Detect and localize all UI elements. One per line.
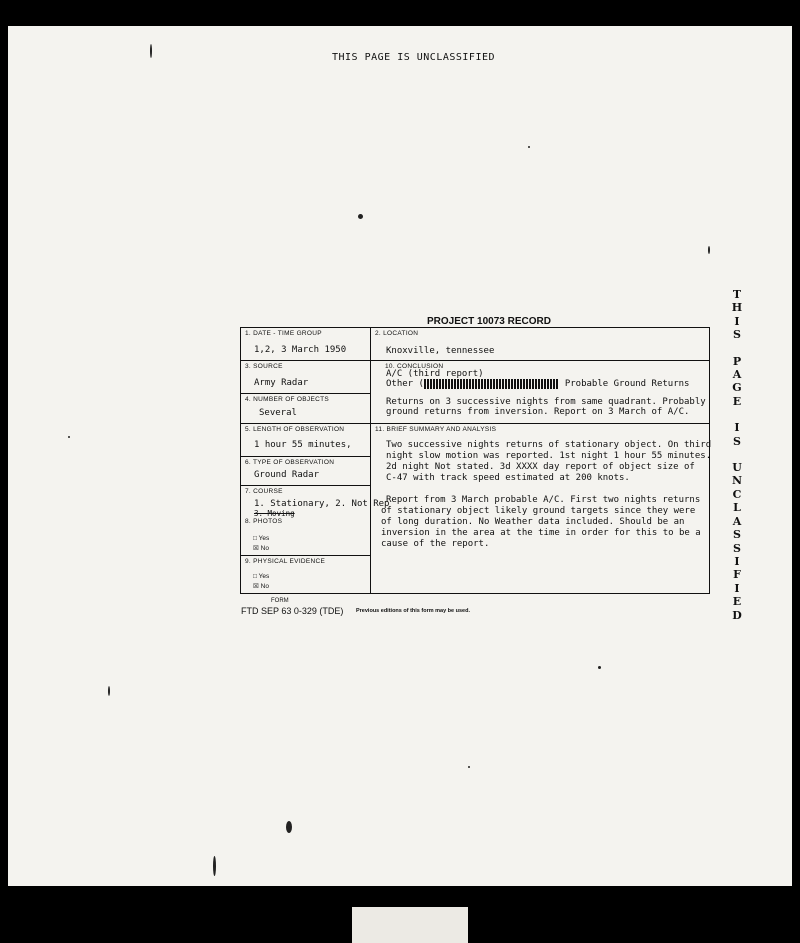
side-label-letter: C [732, 487, 742, 501]
film-speck [468, 766, 470, 768]
photos-label: 8. PHOTOS [245, 518, 283, 525]
conclusion-field [371, 361, 709, 424]
record-form [240, 327, 710, 594]
conclusion-other-prefix: Other ( [386, 379, 424, 389]
side-label-letter [728, 342, 746, 355]
summary-label: 11. BRIEF SUMMARY AND ANALYSIS [375, 426, 497, 433]
side-label-letter: I [734, 314, 740, 328]
date-time-field [241, 328, 370, 361]
date-time-label: 1. DATE - TIME GROUP [245, 330, 322, 337]
side-label-letter: N [731, 474, 743, 488]
conclusion-line3: Returns on 3 successive nights from same quadrant. Probably [386, 397, 706, 407]
side-label-letter: T [732, 288, 742, 301]
film-speck [528, 146, 530, 148]
summary-line: Two successive nights returns of stationary object. On third [386, 440, 712, 450]
photos-no-option: ☒ No [253, 545, 269, 552]
film-speck [150, 44, 152, 58]
photos-yes-label: Yes [258, 535, 270, 542]
classification-side-label [728, 288, 746, 622]
length-observation-field [241, 424, 370, 457]
photos-yes-option: □ Yes [253, 535, 270, 542]
physical-evidence-field [241, 556, 370, 593]
course-label: 7. COURSE [245, 488, 283, 495]
conclusion-label: 10. CONCLUSION [385, 363, 444, 370]
film-speck [598, 666, 601, 669]
course-field [241, 486, 390, 518]
side-label-letter: I [734, 554, 740, 568]
evidence-no-label: No [260, 583, 269, 590]
number-objects-value: Several [259, 408, 297, 418]
side-label-letter: P [732, 354, 742, 368]
number-objects-field [241, 394, 370, 424]
location-field [371, 328, 709, 361]
film-speck [358, 214, 363, 219]
source-field [241, 361, 370, 394]
summary-field [371, 424, 712, 593]
next-frame-strip [352, 907, 468, 943]
number-objects-label: 4. NUMBER OF OBJECTS [245, 396, 330, 403]
side-label-letter [728, 448, 746, 461]
evidence-yes-option: □ Yes [253, 573, 270, 580]
side-label-letter: S [733, 541, 741, 555]
location-value: Knoxville, tennessee [386, 346, 495, 356]
conclusion-other-suffix [559, 379, 689, 389]
side-label-letter [728, 408, 746, 421]
side-label-letter: F [733, 568, 741, 582]
side-label-letter: G [732, 381, 742, 395]
form-word: FORM [271, 598, 289, 604]
side-label-letter: H [731, 301, 743, 315]
summary-line: cause of the report. [381, 539, 490, 549]
right-column [371, 328, 712, 593]
form-number: FTD SEP 63 0-329 (TDE) [241, 606, 344, 616]
side-label-letter: I [734, 421, 740, 435]
side-label-letter: L [733, 501, 741, 515]
type-observation-field [241, 457, 370, 486]
source-value: Army Radar [254, 378, 309, 388]
form-title: PROJECT 10073 RECORD [427, 316, 551, 327]
side-label-letter: S [733, 528, 741, 542]
course-value-line1: 1. Stationary, 2. Not Rep [254, 499, 390, 509]
side-label-letter: S [733, 328, 741, 342]
type-observation-value: Ground Radar [254, 470, 320, 480]
film-speck [68, 436, 70, 438]
summary-line: of long duration. No Weather data included. Should be an [381, 517, 685, 527]
conclusion-line4: ground returns from inversion. Report on 3 March of A/C. [386, 407, 690, 417]
evidence-no-option: ☒ No [253, 583, 269, 590]
film-speck [108, 686, 110, 696]
length-observation-value: 1 hour 55 minutes, [254, 440, 352, 450]
conclusion-line1: A/C (third report) [386, 369, 484, 379]
left-column [241, 328, 390, 593]
date-time-value: 1,2, 3 March 1950 [254, 345, 347, 355]
location-label: 2. LOCATION [375, 330, 419, 337]
summary-line: 2d night Not stated. 3d XXXX day report of object size of [386, 462, 695, 472]
side-label-letter: D [732, 608, 742, 622]
side-label-letter: U [732, 461, 742, 475]
summary-line: C-47 with track speed estimated at 200 knots. [386, 473, 630, 483]
source-label: 3. SOURCE [245, 363, 283, 370]
redacted-text [424, 379, 559, 389]
photos-field [241, 516, 370, 556]
conclusion-line2 [386, 379, 689, 389]
film-speck [286, 821, 292, 833]
summary-line: night slow motion was reported. 1st night 1 hour 55 minutes. [386, 451, 712, 461]
film-speck [213, 856, 216, 876]
length-observation-label: 5. LENGTH OF OBSERVATION [245, 426, 345, 433]
summary-line: of stationary object likely ground targets since they were [381, 506, 696, 516]
film-speck [708, 246, 710, 254]
side-label-letter: E [732, 394, 742, 408]
course-value-line2: 3. Moving [254, 509, 295, 518]
type-observation-label: 6. TYPE OF OBSERVATION [245, 459, 335, 466]
evidence-yes-label: Yes [258, 573, 270, 580]
conclusion-suffix-text: Probable Ground Returns [564, 379, 690, 389]
summary-line: Report from 3 March probable A/C. First two nights returns [386, 495, 701, 505]
side-label-letter: A [732, 368, 742, 382]
photos-no-label: No [260, 545, 269, 552]
previous-editions-note: Previous editions of this form may be used. [356, 608, 470, 614]
summary-line: inversion in the area at the time in order for this to be a [381, 528, 701, 538]
physical-evidence-label: 9. PHYSICAL EVIDENCE [245, 558, 326, 565]
classification-header: THIS PAGE IS UNCLASSIFIED [332, 52, 496, 63]
side-label-letter: I [734, 581, 740, 595]
side-label-letter: E [732, 595, 742, 609]
side-label-letter: A [732, 514, 742, 528]
side-label-letter: S [733, 434, 741, 448]
